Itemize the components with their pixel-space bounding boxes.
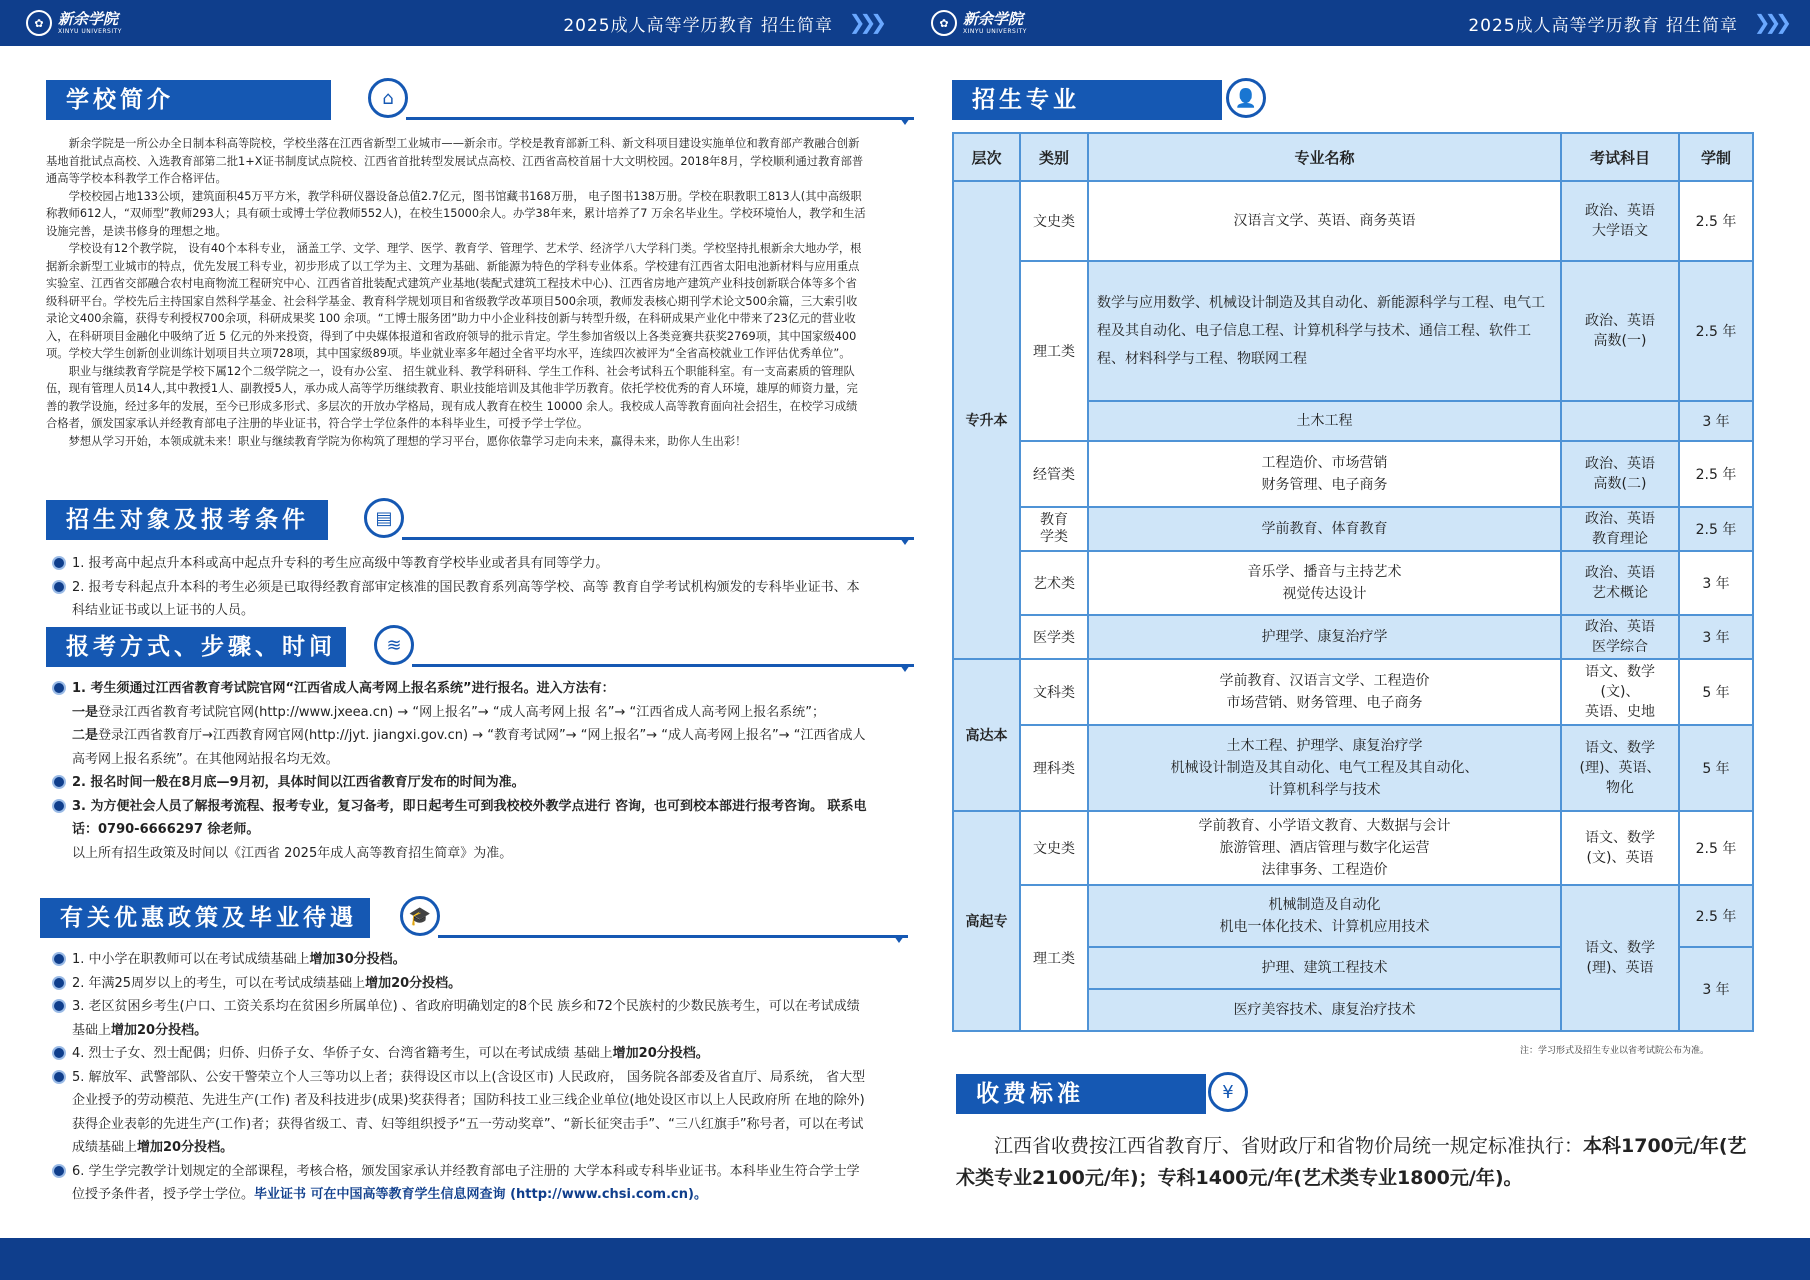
chevron-right-icon: ❯❯❯ [1753,10,1786,34]
level-cell: 高达本 [953,659,1020,811]
section-title: 报考方式、步骤、时间 [46,627,346,667]
duration-cell: 2.5 年 [1679,261,1753,401]
intro-paragraph: 新余学院是一所公办全日制本科高等院校，学校坐落在江西省新型工业城市——新余市。学校是教育部新工科、新文科项目建设实施单位和教育部产教融合创新基地首批试点高校、入选教育部第二批1+X证书制度试点院校、江西省首批转型发展试点高校、江西省高校首届十大文明校园。2018年8月，学校顺利通过教育部普通高等学校本科教学工作合格评估。 [46,137,864,185]
university-logo [26,8,122,38]
duration-cell: 3 年 [1679,551,1753,615]
school-building-icon: ⌂ [368,78,408,118]
major-cell: 音乐学、播音与主持艺术 视觉传达设计 [1088,551,1561,615]
policy-list [52,948,867,1207]
majors-table [952,132,1754,1032]
header-right [905,0,1810,46]
stack-icon: ≋ [374,625,414,665]
rule-marker [900,538,910,545]
level-cell: 高起专 [953,811,1020,1031]
subject-cell: 政治、英语 高数(一) [1561,261,1679,401]
subject-cell: 政治、英语 教育理论 [1561,507,1679,551]
chsi-link[interactable]: 毕业证书 可在中国高等教育学生信息网查询 (http://www.chsi.com.cn)。 [254,1187,707,1202]
category-cell: 理工类 [1020,885,1088,1031]
logo-en: XINYU UNIVERSITY [963,27,1027,35]
category-cell: 医学类 [1020,615,1088,659]
table-row [953,811,1753,885]
seal-icon: ✿ [26,10,52,36]
list-item: 6. 学生学完教学计划规定的全部课程，考核合格，颁发国家承认并经教育部电子注册的 大学本科或专科毕业证书。本科毕业生符合学士学位授予条件者，授予学士学位。毕业证书 可在中国高等教育学生信息网查询 (http://www.chsi.com.cn)。 [52,1160,867,1207]
method-note: 以上所有招生政策及时间以《江西省 2025年成人高等教育招生简章》为准。 [72,845,513,861]
list-item: 1. 考生须通过江西省教育考试院官网“江西省成人高考网上报名系统”进行报名。进入方法有： [52,677,867,701]
subject-cell: 政治、英语 大学语文 [1561,181,1679,261]
major-cell: 护理学、康复治疗学 [1088,615,1561,659]
duration-cell: 2.5 年 [1679,811,1753,885]
section-header-majors [952,80,1752,120]
rule-marker [900,665,910,672]
intro-text [46,135,868,450]
category-cell: 理科类 [1020,725,1088,811]
table-note: 注：学习形式及招生专业以省考试院公布为准。 [1520,1046,1710,1056]
major-cell: 学前教育、体育教育 [1088,507,1561,551]
col-header: 类别 [1020,133,1088,181]
category-cell: 艺术类 [1020,551,1088,615]
duration-cell: 2.5 年 [1679,507,1753,551]
major-cell: 学前教育、小学语文教育、大数据与会计 旅游管理、酒店管理与数字化运营 法律事务、工程造价 [1088,811,1561,885]
col-header: 专业名称 [1088,133,1561,181]
section-header-eligibility [46,500,868,540]
col-header: 层次 [953,133,1020,181]
list-item: 2. 报名时间一般在8月底—9月初，具体时间以江西省教育厅发布的时间为准。 [52,771,867,795]
subject-cell: 语文、数学 (理)、英语、 物化 [1561,725,1679,811]
duration-cell: 3 年 [1679,615,1753,659]
section-title: 学校简介 [46,80,331,120]
table-header-row [953,133,1753,181]
logo-cn: 新余学院 [58,9,119,28]
subject-cell: 政治、英语 艺术概论 [1561,551,1679,615]
intro-paragraph: 梦想从学习开始，本领成就未来！职业与继续教育学院为你构筑了理想的学习平台，愿你依靠学习走向未来，赢得未来，助你人生出彩！ [68,434,747,448]
header-title: 2025成人高等学历教育 招生简章 [563,16,833,36]
subject-cell: 语文、数学 (文)、英语 [1561,811,1679,885]
chevron-right-icon: ❯❯❯ [848,10,881,34]
section-header-method [46,627,868,667]
major-cell: 汉语言文学、英语、商务英语 [1088,181,1561,261]
rule-marker [900,118,910,125]
major-cell: 数学与应用数学、机械设计制造及其自动化、新能源科学与工程、电气工程及其自动化、电子信息工程、计算机科学与技术、通信工程、软件工程、材料科学与工程、物联网工程 [1088,261,1561,401]
intro-paragraph: 职业与继续教育学院是学校下属12个二级学院之一，设有办公室、 招生就业科、教学科研科、学生工作科、社会考试科五个职能科室。有一支高素质的管理队伍，现有管理人员14人,其中教授1人、副教授5人，承办成人高等学历继续教育、职业技能培训及其他非学历教育。依托学校优秀的育人环境，雄厚的师资力量，完善的教学设施，经过多年的发展，至今已形成多形式、多层次的开放办学格局，现有成人教育在校生 10000 余人。我校成人高等教育面向社会招生，在校学习成绩合格者，颁发国家承认并经教育部电子注册的毕业证书，符合学士学位条件的本科毕业生，可授予学士学位。 [46,364,858,430]
header-title: 2025成人高等学历教育 招生简章 [1468,16,1738,36]
section-header-intro [46,80,868,120]
category-cell: 文史类 [1020,181,1088,261]
duration-cell: 2.5 年 [1679,441,1753,507]
top-banner [0,0,1810,46]
level-cell: 专升本 [953,181,1020,659]
section-rule [412,664,914,667]
table-row [953,551,1753,615]
list-item: 1. 中小学在职教师可以在考试成绩基础上增加30分投档。 [52,948,867,972]
section-title: 招生对象及报考条件 [46,500,328,540]
section-rule [406,117,914,120]
major-cell: 护理、建筑工程技术 [1088,947,1561,989]
method-way-1: 一是登录江西省教育考试院官网(http://www.jxeea.cn) → “网上报名”→ “成人高考网上报 名”→ “江西省成人高考网上报名系统”； [72,704,825,720]
section-rule [402,537,914,540]
subject-cell: 政治、英语 医学综合 [1561,615,1679,659]
graduation-cap-icon: 🎓 [400,896,440,936]
col-header: 考试科目 [1561,133,1679,181]
major-cell: 医疗美容技术、康复治疗技术 [1088,989,1561,1031]
eligibility-list [52,552,867,623]
category-cell: 经管类 [1020,441,1088,507]
table-row [953,507,1753,551]
list-item: 2. 报考专科起点升本科的考生必须是已取得经教育部审定核准的国民教育系列高等学校、高等 教育自学考试机构颁发的专科毕业证书、本科结业证书或以上证书的人员。 [52,576,867,623]
category-cell: 教育 学类 [1020,507,1088,551]
table-row [953,261,1753,401]
list-item: 3. 为方便社会人员了解报考流程、报考专业，复习备考，即日起考生可到我校校外教学点进行 咨询，也可到校本部进行报考咨询。 联系电话：0790-6666297 徐老师。 [52,795,867,842]
student-icon: 👤 [1226,78,1266,118]
table-row [953,885,1753,947]
bottom-banner [0,1238,1810,1280]
section-rule [438,935,908,938]
intro-paragraph: 学校设有12个教学院， 设有40个本科专业， 涵盖工学、文学、理学、医学、教育学、管理学、艺术学、经济学八大学科门类。学校坚持扎根新余大地办学，根据新余新型工业城市的特点，优先发展工科专业，初步形成了以工学为主、文理为基础、新能源为特色的学科专业体系。学校建有江西省太阳电池新材料与应用重点实验室、江西省交部融合农村电商物流工程研究中心、江西省首批装配式建筑产业基地(装配式建筑工程技术中心)、江西省房地产建筑产业科技创新联合体等多个省级科研平台。学校先后主持国家自然科学基金、社会科学基金、教育科学规划项目和省级教学改革项目500余项，教师发表核心期刊学术论文500余篇，三大索引收录论文400余篇，获得专利授权700余项，科研成果奖 100 余项。“工博士服务团”助力中小企业科技创新与转型升级，在科研成果产业化中带来了23亿元的营业收入，在科研项目金融化中吸纳了近 5 亿元的外来投资，得到了中央媒体报道和省政府领导的批示肯定。学生参加省级以上各类竞赛共获奖2769项，其中国家级400项。学校大学生创新创业训练计划项目共立项728项，其中国家级89项。毕业就业率多年超过全省平均水平，连续四次被评为“全省高校就业工作评估优秀单位”。 [46,242,862,360]
header-left [0,0,905,46]
category-cell: 文科类 [1020,659,1088,725]
section-title: 收费标准 [956,1074,1206,1114]
intro-paragraph: 学校校园占地133公顷，建筑面积45万平方米，教学科研仪器设备总值2.7亿元，图书馆藏书168万册， 电子图书138万册。学校在职教职工813人(其中高级职称教师612人，“双师型”教师293人；具有硕士或博士学位教师552人)，在校生15000余人。办学38年来，累计培养了7 万余名毕业生。学校环境怡人，教学和生活设施完善，是读书修身的理想之地。 [46,189,866,238]
duration-cell: 2.5 年 [1679,885,1753,947]
subject-cell [1561,401,1679,441]
logo-cn: 新余学院 [963,9,1024,28]
section-header-fees [956,1074,1756,1114]
university-logo [931,8,1027,38]
duration-cell: 3 年 [1679,401,1753,441]
section-title: 招生专业 [952,80,1222,120]
major-cell: 工程造价、市场营销 财务管理、电子商务 [1088,441,1561,507]
wallet-icon: ¥ [1208,1072,1248,1112]
table-row [953,659,1753,725]
major-cell: 土木工程、护理学、康复治疗学 机械设计制造及其自动化、电气工程及其自动化、 计算机科学与技术 [1088,725,1561,811]
list-item: 4. 烈士子女、烈士配偶；归侨、归侨子女、华侨子女、台湾省籍考生，可以在考试成绩 基础上增加20分投档。 [52,1042,867,1066]
list-item: 1. 报考高中起点升本科或高中起点升专科的考生应高级中等教育学校毕业或者具有同等学力。 [52,552,867,576]
major-cell: 学前教育、汉语言文学、工程造价 市场营销、财务管理、电子商务 [1088,659,1561,725]
method-way-2: 二是登录江西省教育厅→江西教育网官网(http://jyt. jiangxi.gov.cn) → “教育考试网”→ “网上报名”→ “成人高考网上报名”→ “江西省成人高考网上报名系统”。在其他网站报名均无效。 [72,728,866,767]
list-item: 2. 年满25周岁以上的考生，可以在考试成绩基础上增加20分投档。 [52,972,867,996]
duration-cell: 2.5 年 [1679,181,1753,261]
subject-cell: 语文、数学(文)、 英语、史地 [1561,659,1679,725]
fee-text: 江西省收费按江西省教育厅、省财政厅和省物价局统一规定标准执行：本科1700元/年(艺术类专业2100元/年)；专科1400元/年(艺术类专业1800元/年)。 [956,1135,1747,1189]
section-title: 有关优惠政策及毕业待遇 [40,898,370,938]
subject-cell: 语文、数学 (理)、英语 [1561,885,1679,1031]
rule-marker [894,936,904,943]
logo-en: XINYU UNIVERSITY [58,27,122,35]
category-cell: 文史类 [1020,811,1088,885]
duration-cell: 3 年 [1679,947,1753,1031]
duration-cell: 5 年 [1679,725,1753,811]
table-row [953,725,1753,811]
seal-icon: ✿ [931,10,957,36]
table-row [953,615,1753,659]
duration-cell: 5 年 [1679,659,1753,725]
major-cell: 土木工程 [1088,401,1561,441]
subject-cell: 政治、英语 高数(二) [1561,441,1679,507]
col-header: 学制 [1679,133,1753,181]
section-header-policy [40,898,868,938]
list-item: 5. 解放军、武警部队、公安干警荣立个人三等功以上者；获得设区市以上(含设区市) 人民政府， 国务院各部委及省直厅、局系统， 省大型企业授予的劳动模范、先进生产(工作) 者及科技进步(成果)奖获得者；国防科技工业三线企业单位(地处设区市以上人民政府所 在地的除外)获得企业表彰的先进生产(工作)者；获得省级工、青、妇等组织授予“五一劳动奖章”、“新长征突击手”、“三八红旗手”称号者，可以在考试成绩基础上增加20分投档。 [52,1066,867,1160]
document-icon: ▤ [364,498,404,538]
category-cell: 理工类 [1020,261,1088,441]
list-item: 3. 老区贫困乡考生(户口、工资关系均在贫困乡所属单位) 、省政府明确划定的8个民 族乡和72个民族村的少数民族考生，可以在考试成绩基础上增加20分投档。 [52,995,867,1042]
method-list [52,677,867,865]
table-row [953,441,1753,507]
table-row [953,181,1753,261]
major-cell: 机械制造及自动化 机电一体化技术、计算机应用技术 [1088,885,1561,947]
